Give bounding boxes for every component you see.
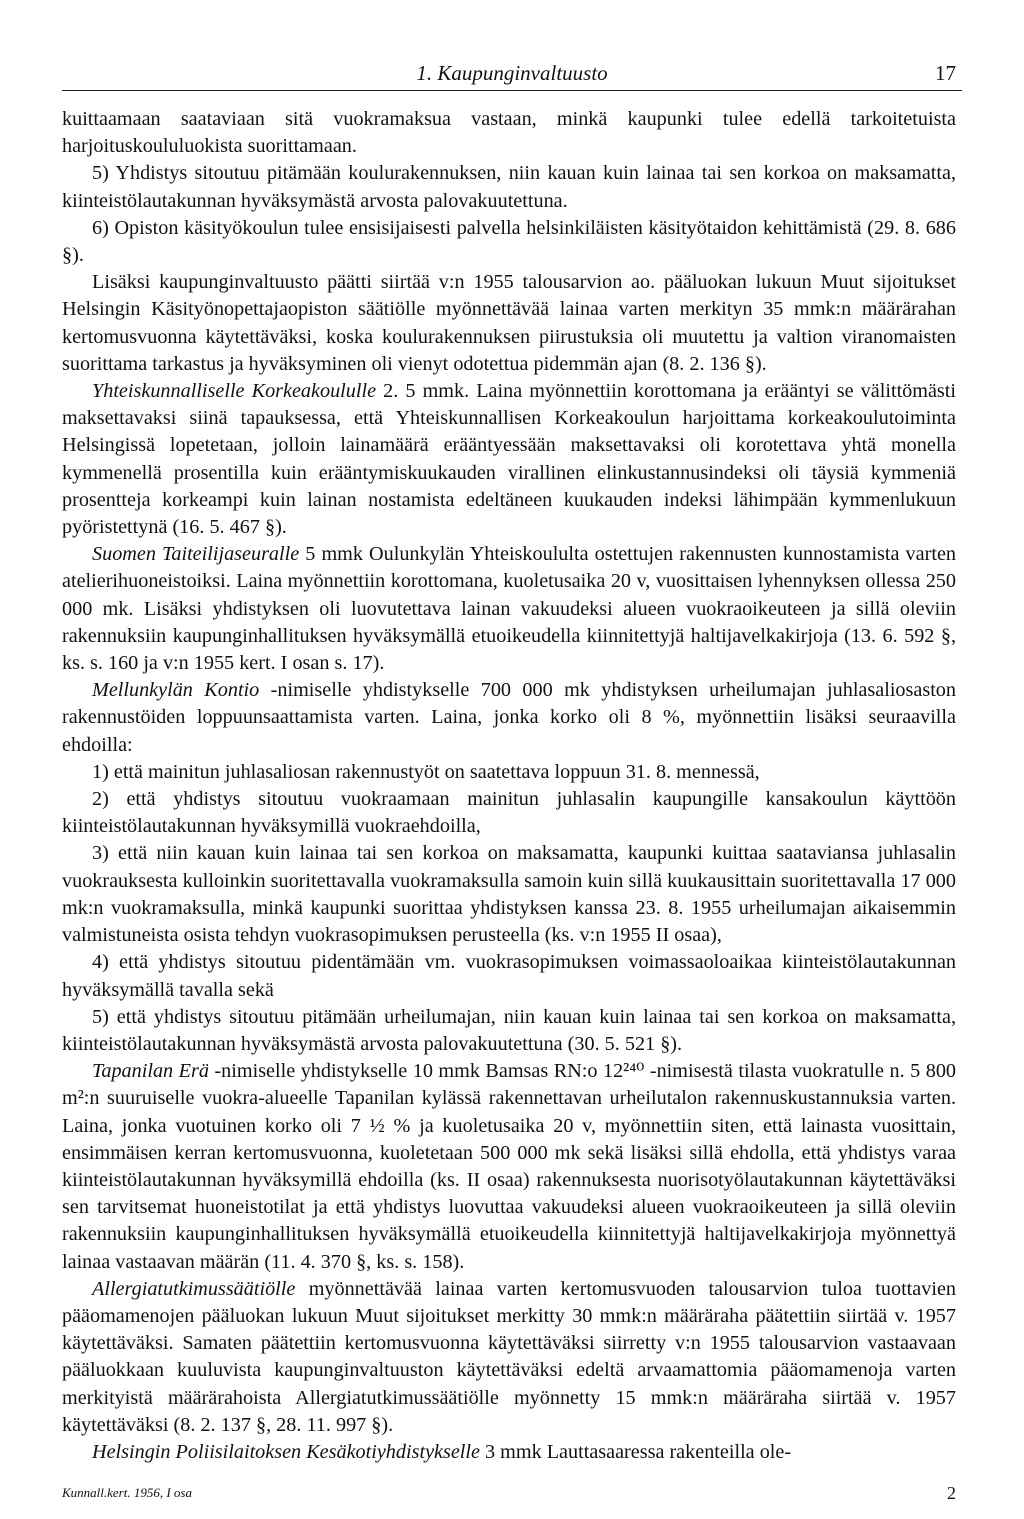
paragraph-text: 5) Yhdistys sitoutuu pitämään koulurakennuksen, niin kauan kuin lainaa tai sen korkoa on maksamatta, kiinteistölautakunnan hyväksymästä arvosta palovakuutettuna. [62, 162, 956, 212]
paragraph-text: 1) että mainitun juhlasaliosan rakennustyöt on saatettava loppuun 31. 8. mennessä, [92, 760, 760, 783]
paragraph-text: 5 mmk Oulunkylän Yhteiskoululta ostettujen rakennusten kunnostamista varten atelierihuoneistoiksi. Laina myönnettiin korottomana, kuoletusaika 20 v, vuosittaisen lyhennyksen ollessa 250 000 mk. Lisäksi yhdistyksen oli luovutettava lainan vakuudeksi alueen vuokraoikeuteen ja sillä oleviin rakennuksiin kaupunginhallituksen hyväksymällä etuoikeudella kiinnitettyjä haltijavelkakirjoja (13. 6. 592 §, ks. s. 160 ja v:n 1955 kert. I osan s. 17). [62, 543, 956, 675]
paragraph [62, 1276, 956, 1439]
paragraph [62, 541, 956, 677]
footer-source: Kunnall.kert. 1956, I osa [62, 1485, 192, 1500]
running-header [62, 58, 962, 88]
paragraph-text: 4) että yhdistys sitoutuu pidentämään vm. vuokrasopimuksen voimassaoloaikaa kiinteistölautakunnan hyväksymällä tavalla sekä [62, 951, 956, 1001]
paragraph [62, 378, 956, 541]
paragraph [62, 1004, 956, 1058]
paragraph [62, 759, 956, 786]
page-number: 17 [935, 61, 956, 85]
paragraph-text: -nimiselle yhdistykselle 10 mmk Bamsas RN:o 12²⁴⁰ -nimisestä tilasta vuokratulle n. 5 800 m²:n suuruiselle vuokra-alueelle Tapanilan kylässä rakennettavan urheilutalon rakennuskustannuksia varten. Laina, jonka vuotuinen korko oli 7 ½ % ja kuoletusaika 20 v, myönnettiin siten, että lainasta vuosittain, ensimmäisen kerran kertomusvuonna, kuoletetaan 500 000 mk sekä lisäksi sillä ehdolla, että yhdistys varaa kiinteistölautakunnan hyväksymillä ehdoilla (ks. II osaa) rakennuksesta nuorisotyölautakunnan käytettäväksi sen tarvitsemat huoneistotilat ja että yhdistys luovuttaa vakuudeksi alueen vuokraoikeuteen ja sillä oleviin rakennuksiin kaupunginhallituksen hyväksymällä etuoikeudella kiinnitettyjä haltijavelkakirjoja myönnettyä lainaa vastaavan määrän (11. 4. 370 §, ks. s. 158). [62, 1060, 957, 1273]
footer-signature: 2 [947, 1483, 956, 1503]
paragraph [62, 786, 956, 840]
paragraph-text: -nimiselle yhdistykselle 700 000 mk yhdistyksen urheilumajan juhlasaliosaston rakennustöiden loppuunsaattamista varten. Laina, jonka korko oli 8 %, myönnettiin lisäksi seuraavilla ehdoilla: [62, 679, 956, 756]
italic-heading: Allergiatutkimussäätiölle [92, 1277, 296, 1300]
paragraph [62, 106, 956, 160]
paragraph-text: myönnettävää lainaa varten kertomusvuoden talousarvion tuloa tuottavien pääomamenojen pääluokan lukuun Muut sijoitukset merkitty 30 mmk:n määräraha päätettiin siirtää v. 1957 käytettäväksi. Samaten päätettiin kertomusvuonna käytettäväksi siirretty v:n 1955 talousarvion vastaavaan pääluokkaan kuuluvista kaupunginvaltuuston käytettäväksi edeltä arvaamattomia pääomamenoja varten merkityistä määrärahoista Allergiatutkimussäätiölle myönnetty 15 mmk:n määräraha siirtää v. 1957 käytettäväksi (8. 2. 137 §, 28. 11. 997 §). [62, 1277, 956, 1436]
paragraph-text: 2. 5 mmk. Laina myönnettiin korottomana ja erääntyi se välittömästi maksettavaksi siinä tapauksessa, että Yhteiskunnallisen Korkeakoulun harjoittama korkeakoulutoiminta Helsingissä lopetetaan, jolloin lainamäärä erääntyessään maksettavaksi oli korotettava yhtä monella kymmenellä prosentilla kuin erääntymiskuukauden virallinen elinkustannusindeksi oli täysiä kymmeniä prosentteja korkeampi kuin lainan nostamista edeltäneen kuukauden indeksi lähimpään kymmenlukuun pyöristettynä (16. 5. 467 §). [62, 380, 957, 539]
italic-heading: Yhteiskunnalliselle Korkeakoululle [92, 380, 377, 403]
italic-heading: Suomen Taiteilijaseuralle [92, 543, 300, 566]
paragraph-text: 3) että niin kauan kuin lainaa tai sen korkoa on maksamatta, kaupunki kuittaa saataviansa juhlasalin vuokrauksesta kulloinkin suoritettavalla vuokramaksulla samoin kuin sillä kuukausittain suoritettavalla 17 000 mk:n vuokramaksulla, minkä kaupunki suorittaa yhdistyksen kanssa 23. 8. 1955 urheilumajan aikaisemmin valmistuneista osista tehdyn vuokrasopimuksen perusteella (ks. v:n 1955 II osaa), [62, 842, 956, 947]
page-footer [62, 1480, 962, 1506]
paragraph [62, 269, 956, 378]
body-text [62, 106, 956, 1466]
paragraph [62, 677, 956, 759]
header-rule [62, 90, 962, 91]
italic-heading: Tapanilan Erä [92, 1060, 209, 1083]
paragraph [62, 1439, 956, 1466]
paragraph-text: 2) että yhdistys sitoutuu vuokraamaan mainitun juhlasalin kaupungille kansakoulun käyttöön kiinteistölautakunnan hyväksymillä vuokraehdoilla, [62, 788, 956, 838]
paragraph [62, 215, 956, 269]
paragraph [62, 1058, 956, 1276]
paragraph [62, 160, 956, 214]
paragraph-text: kuittaamaan saataviaan sitä vuokramaksua vastaan, minkä kaupunki tulee edellä tarkoitetuista harjoituskoululuokista suorittamaan. [62, 108, 956, 158]
header-title: 1. Kaupunginvaltuusto [416, 61, 608, 85]
italic-heading: Mellunkylän Kontio [92, 679, 260, 702]
paragraph-text: 5) että yhdistys sitoutuu pitämään urheilumajan, niin kauan kuin lainaa tai sen korkoa on maksamatta, kiinteistölautakunnan hyväksymästä arvosta palovakuutettuna (30. 5. 521 §). [62, 1005, 956, 1055]
paragraph-text: Lisäksi kaupunginvaltuusto päätti siirtää v:n 1955 talousarvion ao. pääluokan lukuun Muut sijoitukset Helsingin Käsityönopettajaopiston säätiölle myönnettävää lainaa varten merkityn 35 mmk:n määrärahan kertomusvuonna käytettäväksi, koska koulurakennuksen piirustuksia oli muutettu ja valtion viranomaisten suorittama tarkastus ja hyväksyminen oli vienyt odotettua pidemmän ajan (8. 2. 136 §). [62, 271, 956, 375]
paragraph [62, 840, 956, 949]
paragraph-text: 6) Opiston käsityökoulun tulee ensisijaisesti palvella helsinkiläisten käsityötaidon kehittämistä (29. 8. 686 §). [62, 216, 956, 267]
italic-heading: Helsingin Poliisilaitoksen Kesäkotiyhdistykselle [92, 1440, 480, 1463]
paragraph [62, 949, 956, 1003]
paragraph-text: 3 mmk Lauttasaaressa rakenteilla ole- [479, 1440, 792, 1463]
